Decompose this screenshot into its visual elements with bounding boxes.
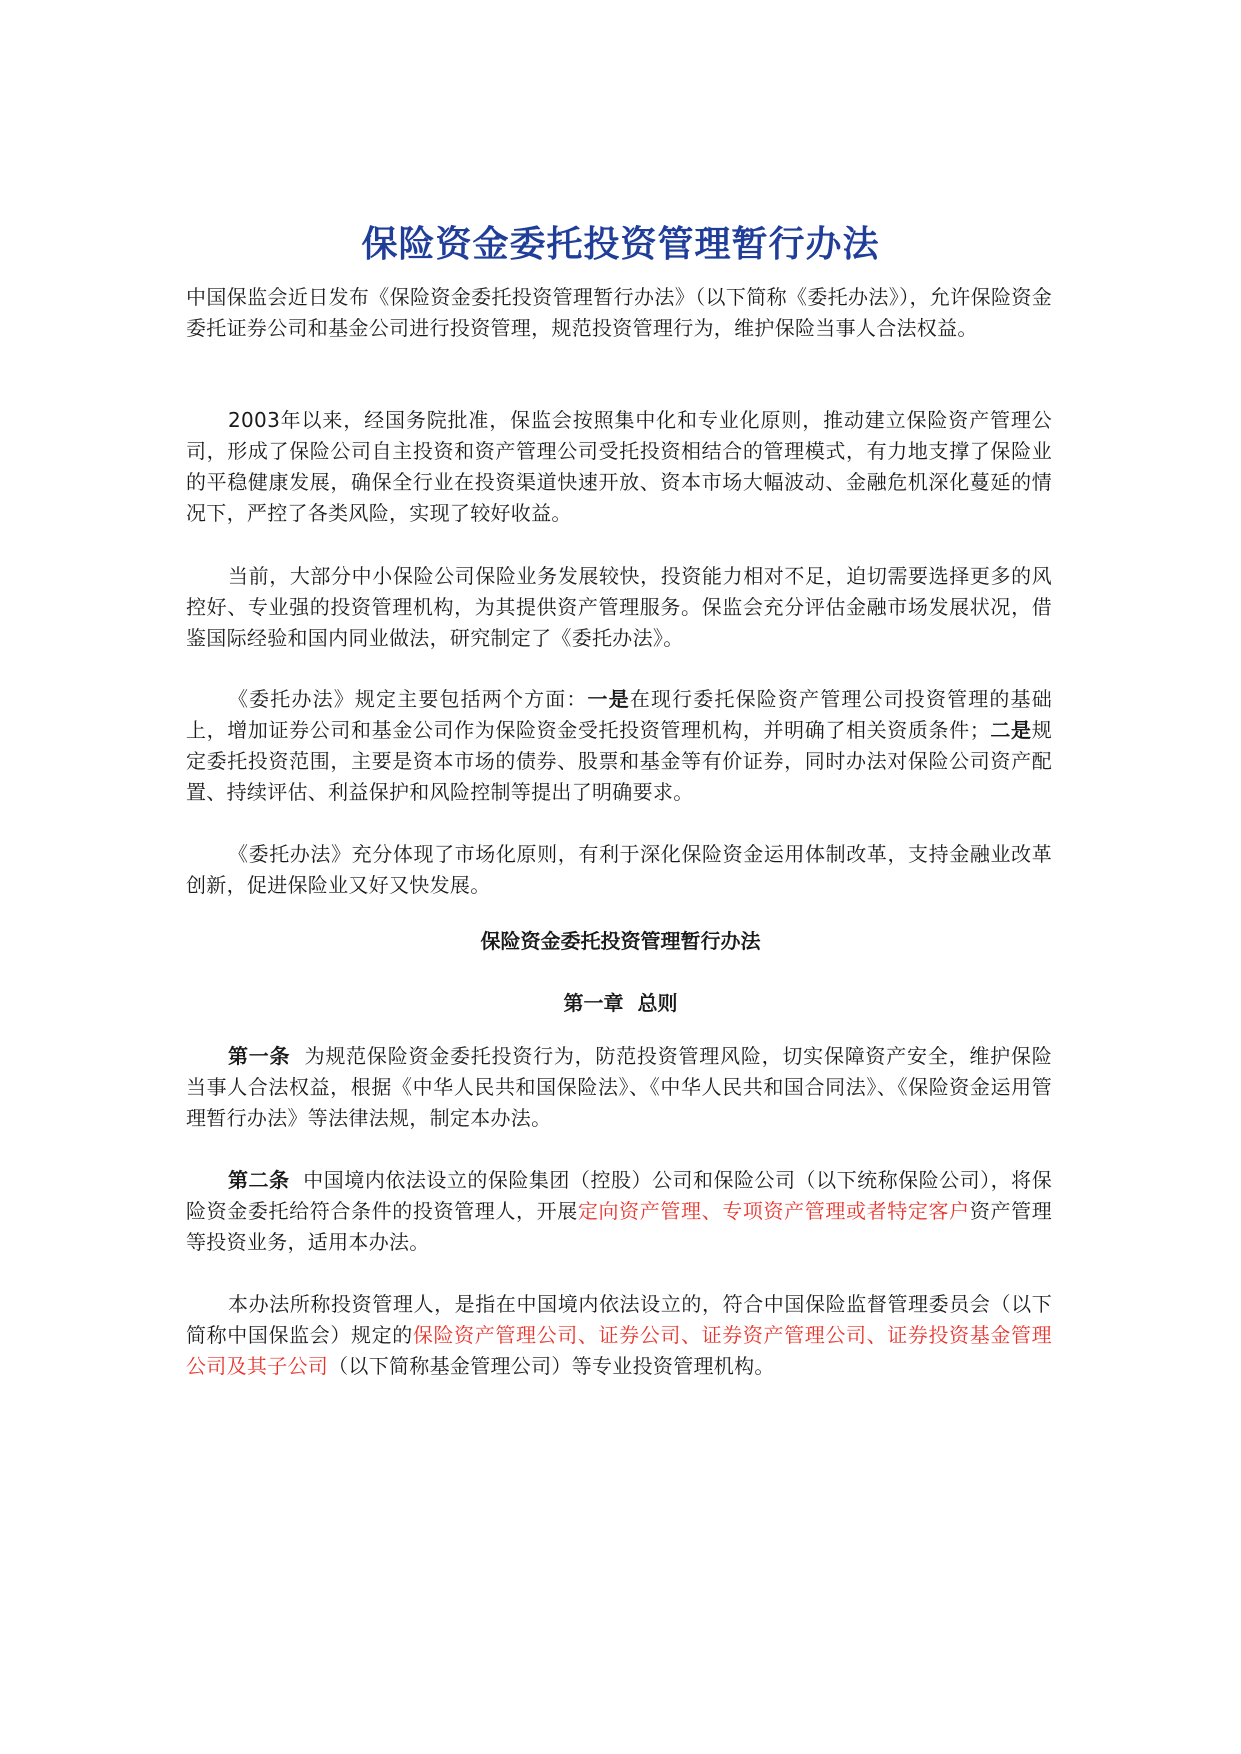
intro-year: 2003	[228, 408, 281, 432]
chapter-heading: 第一章 总则	[563, 991, 678, 1015]
article-2-highlight: 定向资产管理、专项资产管理或者特定客户	[577, 1199, 970, 1223]
intro-text-4b: 在现行委托保险资产管理公司投资管理的基础上，增加证券公司和基金公司作为保险资金受托投资管理机构，并明确了相关资质条件；	[186, 687, 1052, 742]
intro-bold-first: 一是	[587, 687, 630, 711]
article-1-text: 为规范保险资金委托投资行为，防范投资管理风险，切实保障资产安全，维护保险当事人合法权益，根据《中华人民共和国保险法》、《中华人民共和国合同法》、《保险资金运用管理暂行办法》等法律法规，制定本办法。	[186, 1044, 1052, 1130]
article-2-p2-text-a: 本办法所称投资管理人，是指在中国境内依法设立的，符合中国保险监督管理委员会（以下简称中国保监会）规定的	[186, 1292, 1052, 1347]
article-1	[186, 1041, 1052, 1134]
document-title: 保险资金委托投资管理暂行办法	[361, 223, 880, 265]
intro-paragraph-1	[186, 282, 1052, 344]
intro-text-1: 中国保监会近日发布《保险资金委托投资管理暂行办法》（以下简称《委托办法》），允许保险资金委托证券公司和基金公司进行投资管理，规范投资管理行为，维护保险当事人合法权益。	[186, 285, 1052, 340]
intro-paragraph-3	[186, 561, 1052, 654]
article-2	[186, 1165, 1052, 1258]
intro-bold-second: 二是	[990, 718, 1032, 742]
intro-text-2: 年以来，经国务院批准，保监会按照集中化和专业化原则，推动建立保险资产管理公司，形成了保险公司自主投资和资产管理公司受托投资相结合的管理模式，有力地支撑了保险业的平稳健康发展，确保全行业在投资渠道快速开放、资本市场大幅波动、金融危机深化蔓延的情况下，严控了各类风险，实现了较好收益。	[186, 408, 1052, 525]
intro-text-5: 《委托办法》充分体现了市场化原则，有利于深化保险资金运用体制改革，支持金融业改革创新，促进保险业又好又快发展。	[186, 842, 1052, 897]
intro-text-4a: 《委托办法》规定主要包括两个方面：	[228, 687, 588, 711]
article-2-p2-text-b: （以下简称基金管理公司）等专业投资管理机构。	[328, 1354, 775, 1378]
article-2-paragraph-2	[186, 1289, 1052, 1382]
law-title: 保险资金委托投资管理暂行办法	[480, 929, 761, 953]
intro-paragraph-2	[186, 405, 1052, 529]
intro-paragraph-5	[186, 839, 1052, 901]
article-2-text-a: 中国境内依法设立的保险集团（控股）公司和保险公司（以下统称保险公司），将保险资金委托给符合条件的投资管理人，开展	[186, 1168, 1052, 1223]
article-1-label: 第一条	[228, 1044, 291, 1068]
article-2-text-b: 资产管理等投资业务，适用本办法。	[186, 1199, 1052, 1254]
intro-text-3: 当前，大部分中小保险公司保险业务发展较快，投资能力相对不足，迫切需要选择更多的风控好、专业强的投资管理机构，为其提供资产管理服务。保监会充分评估金融市场发展状况，借鉴国际经验和国内同业做法，研究制定了《委托办法》。	[186, 564, 1052, 650]
intro-paragraph-4	[186, 684, 1052, 808]
article-2-label: 第二条	[228, 1168, 290, 1192]
intro-text-4c: 规定委托投资范围，主要是资本市场的债券、股票和基金等有价证券，同时办法对保险公司资产配置、持续评估、利益保护和风险控制等提出了明确要求。	[186, 718, 1053, 804]
article-2-p2-highlight: 保险资产管理公司、证券公司、证券资产管理公司、证券投资基金管理公司及其子公司	[186, 1323, 1052, 1378]
